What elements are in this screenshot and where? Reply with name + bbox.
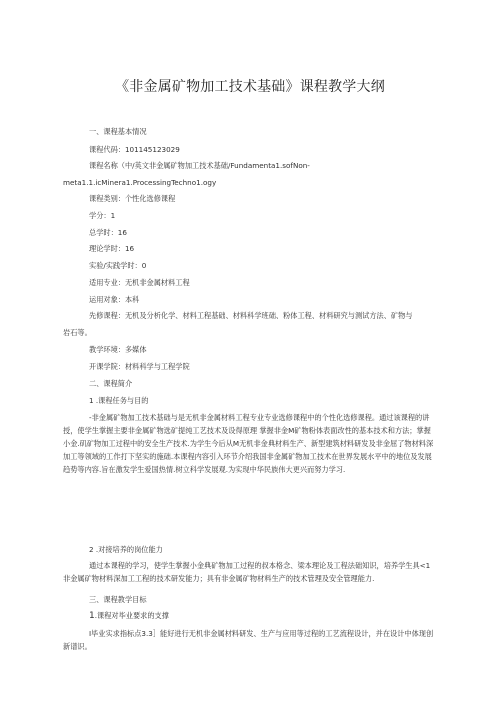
applicable-major: 适用专业：无机非金属材料工程 — [89, 278, 190, 287]
section-heading-basic-info: 一、课程基本情况 — [89, 127, 147, 136]
course-credits: 学分：1 — [89, 211, 116, 220]
paragraph-graduation-support — [63, 627, 435, 653]
paragraph-job-ability-text: 通过本课程的学习，使学生掌握小金典矿物加工过程的叔本格念、梁本理论及工程法础知识，培养学生具<1非金属矿物材料深加工工程的技术研发能力；具有非金属矿物材料生产的技术管理及安全管理能力. — [63, 561, 431, 583]
paragraph-task-purpose-text: -非金属矿物加工技术基础与是无机非金属材料工程专业专业选修课程中的个性化选修课程。通过该课程的讲授，使学生掌握主要非金属矿物选矿提纯工艺技术及设得原理 掌握非金M矿物粉体表面改性的基本技术和方法；掌握小金.矶矿物加工过程中的安全生产技术.为学生今后从M无机非金典材料生产、新型建筑材料研发及非金屈了物材料深加工等领域的工作打下坚实的施础.本课程内容引入环节介绍我国非金属矿物加工技术在世界发展水平中的地位及发展趋势等内容.旨在激发学生爱国热情.树立科学发展观.为实现中华民族伟大更兴而努力学习. — [63, 413, 434, 474]
offering-college: 开课学院：材料科学与工程学院 — [89, 362, 190, 371]
document-title: 《非金属矿物加工技术基础》课程教学大纲 — [115, 79, 385, 95]
paragraph-graduation-support-text: I毕业实求指标点3.3］能好进行无机非金属材料研发、生产与应用等过程的工艺流程设计，并在设计中体现创新谱识。 — [63, 629, 434, 651]
course-name-line2: meta1.1.icMinera1.ProcessingTechno1.ogy — [63, 178, 217, 187]
course-code: 课程代码：101145123029 — [89, 145, 180, 154]
theory-hours: 理论学时：16 — [89, 244, 135, 253]
total-hours: 总学时：16 — [89, 228, 127, 237]
section-heading-teaching-goals: 三、课程教学目标 — [89, 595, 147, 604]
subsection-graduation-support-text: .课程对毕业要求的支撑 — [94, 611, 169, 620]
subsection-number: 1 — [89, 611, 95, 621]
course-name-line1: 课程名称（中/英文非金属矿物加工技术基础/Fundamenta1.sofNon- — [89, 161, 310, 170]
paragraph-job-ability — [63, 559, 435, 585]
subsection-graduation-support — [89, 611, 169, 621]
lab-hours: 实验/实践学时：0 — [89, 261, 147, 270]
section-heading-course-intro: 二、课程简介 — [89, 379, 133, 388]
paragraph-task-purpose — [63, 411, 435, 476]
prerequisites-line1: 先修课程：无机及分析化学、材料工程基础、材料科学班础、粉体工程、材料研究与测试方法、矿物与 — [89, 311, 413, 320]
course-category: 课程类别：个性化选修课程 — [89, 194, 176, 203]
target-audience: 运用对象：本科 — [89, 295, 140, 304]
subsection-task-purpose: 1 .课程任务与目的 — [89, 396, 149, 405]
prerequisites-line2: 岩石等。 — [63, 328, 92, 337]
subsection-job-ability: 2 .对接培养的岗位能力 — [89, 545, 163, 554]
teaching-environment: 教学环境：多媒体 — [89, 345, 147, 354]
